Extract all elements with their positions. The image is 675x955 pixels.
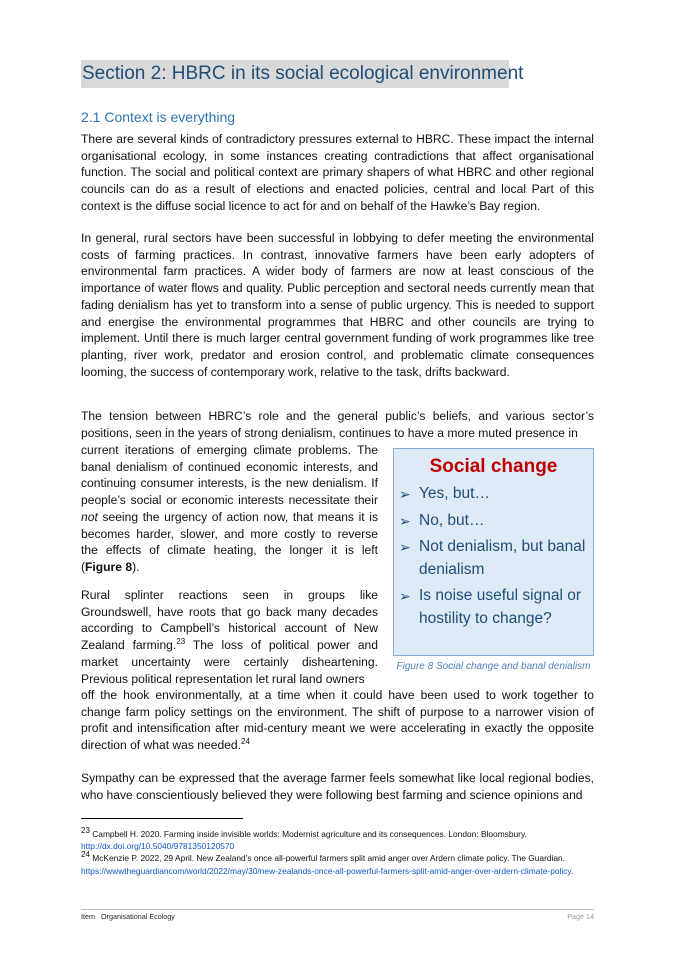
- callout-list: [394, 483, 593, 630]
- callout-title: Social change: [429, 456, 558, 477]
- page-number: Page 14: [567, 912, 594, 921]
- figure-caption: Figure 8 Social change and banal denialism: [396, 661, 591, 672]
- arrow-bullet-icon: ➢: [399, 588, 411, 604]
- paragraph-1: There are several kinds of contradictory pressures external to HBRC. These impact the internal organisational ecology, in some instances creating contradictions that affect organisational function. The social and political context are primary shapers of what HBRC and other regional councils can do as a result of elections and enacted policies, central and local Part of this context is the diffuse social licence to act for and on behalf of the Hawke’s Bay region.: [81, 132, 594, 213]
- footnote-24-link[interactable]: https://wwwtheguardiancom/world/2022/may/30/new-zealands-once-all-powerful-farmers-split-amid-anger-over-ardern-climate-policy: [81, 865, 571, 876]
- paragraph-4-narrow: [81, 587, 378, 687]
- p4-text-2: The loss of political power and market uncertainty were certainly disheartening. Previous political representation let rural land owners: [81, 638, 378, 686]
- p3-text-a: current iterations of emerging climate problems. The banal denialism of continued economic interests, and continuing consumer interests, is the new denialism. If people’s social or economic interests necessitate their: [81, 443, 378, 508]
- callout-item: ➢ Yes, but…: [399, 483, 593, 506]
- p3-emphasis: not: [81, 509, 98, 524]
- footer-left: Item Organisational Ecology: [81, 912, 175, 921]
- footnote-ref-24[interactable]: 24: [241, 737, 250, 747]
- p4-full-text: off the hook environmentally, at a time when it could have been used to work together to change farm policy settings on the environment. The shift of purpose to a narrower vision of profit and intensification after mid-century meant we were accelerating in exactly the opposite direction of what was needed.: [81, 688, 594, 753]
- page-footer: [81, 912, 594, 921]
- subsection-title-text: Context is everything: [104, 109, 236, 125]
- callout-item: ➢ Not denialism, but banal denialism: [399, 538, 586, 578]
- paragraph-2: In general, rural sectors have been successful in lobbying to defer meeting the environmental costs of farming practices. In contrast, innovative farmers have been early adopters of environmental farm practices. A wider body of farmers are now at least conscious of the importance of water flows and quality. Public perception and sectoral needs currently mean that fading denialism has yet to transform into a sense of public urgency. This is needed to support and energise the environmental programmes that HBRC and other councils are trying to implement. Until there is much larger central government funding of work programmes like tree planting, river work, predator and erosion control, and problematic climate consequences looming, the success of contemporary work, relative to the task, drifts backward.: [81, 231, 594, 379]
- footnotes: [81, 828, 594, 877]
- section-title: Section 2: HBRC in its social ecological environment: [81, 60, 509, 88]
- p3-text-b: seeing the urgency of action now, that means it is becomes harder, slower, and more costly to reverse the effects of climate heating, the longer it is left (: [81, 509, 378, 574]
- subsection-number: 2.1: [81, 109, 101, 125]
- footnote-divider: [81, 818, 243, 819]
- paragraph-3-full: The tension between HBRC’s role and the general public’s beliefs, and various sector’s positions, seen in the years of strong denialism, continues to have a more muted presence in: [81, 409, 594, 440]
- paragraph-3-narrow: [81, 442, 378, 576]
- p3-end: ).: [132, 559, 140, 574]
- social-change-callout: [393, 448, 594, 656]
- arrow-bullet-icon: ➢: [399, 512, 411, 529]
- arrow-bullet-icon: ➢: [399, 486, 411, 502]
- callout-item: ➢ No, but…: [399, 510, 593, 533]
- subsection-title: [81, 108, 235, 126]
- paragraph-4-full: [81, 687, 594, 754]
- footnote-23-link[interactable]: http://dx.doi.org/10.5040/9781350120570: [81, 841, 235, 852]
- arrow-bullet-icon: ➢: [399, 539, 411, 555]
- footnote-ref-23[interactable]: 23: [176, 637, 186, 647]
- p4-text: Rural splinter reactions seen in groups like Groundswell, have roots that go back many decades according to Campbell’s historical account of New Zealand farming.: [81, 588, 378, 653]
- paragraph-5: Sympathy can be expressed that the average farmer feels somewhat like local regional bodies, who have conscientiously believed they were following best farming and science opinions and: [81, 771, 594, 802]
- footnote-24: $^{24}$ McKenzie P. 2022, 29 April. New Zealand’s once all-powerful farmers split amid anger over Ardern climate policy. The Guardian. https://wwwtheguardiancom/world/2022/may/30/new-zealands-once-all-powerful-farmers-split-amid-anger-over-ardern-climate-policy.: [81, 850, 574, 876]
- figure-reference: Figure 8: [85, 559, 133, 574]
- callout-item: ➢ Is noise useful signal or hostility to change?: [399, 587, 581, 627]
- footer-divider: [81, 909, 594, 910]
- footnote-23: $^{23}$ Campbell H. 2020. Farming inside invisible worlds: Modernist agriculture and its consequences. London: Bloomsbury. http://dx.doi.org/10.5040/9781350120570: [81, 826, 527, 852]
